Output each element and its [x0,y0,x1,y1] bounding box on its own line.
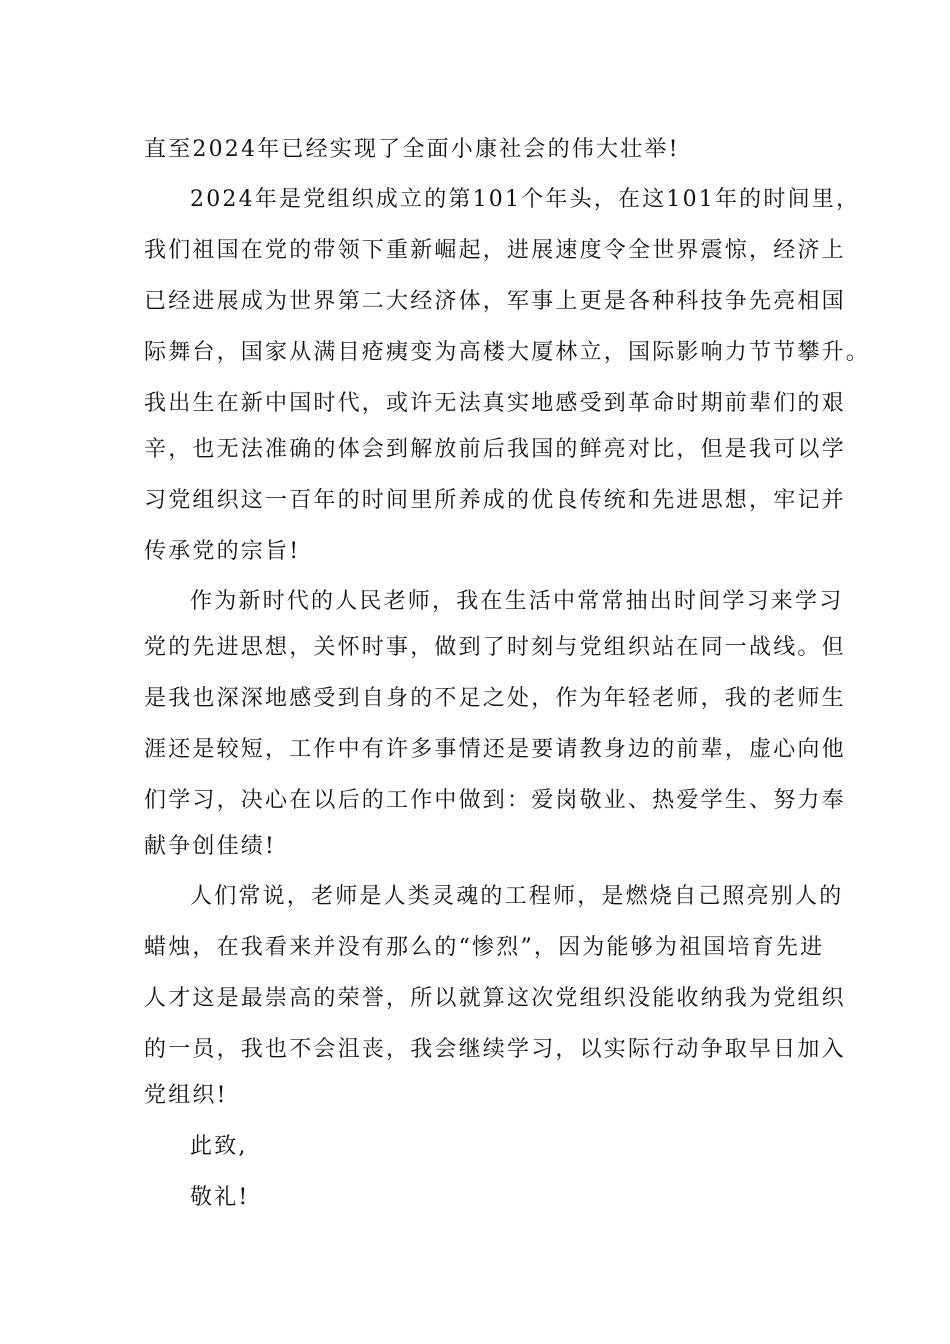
text-line: 直至2024年已经实现了全面小康社会的伟大壮举! [144,137,680,162]
text-line: 党的先进思想，关怀时事，做到了时刻与党组织站在同一战线。但 [144,635,846,660]
text-line: 献争创佳绩! [144,834,277,859]
paragraph-first-line: 2024年是党组织成立的第101个年头，在这101年的时间里， [190,187,861,212]
text-line: 已经进展成为世界第二大经济体，军事上更是各种科技争先亮相国 [144,289,846,314]
text-line: 我出生在新中国时代，或许无法真实地感受到革命时期前辈们的艰 [144,391,846,416]
paragraph-first-line: 作为新时代的人民老师，我在生活中常常抽出时间学习来学习 [190,589,844,614]
text-line: 是我也深深地感受到自身的不足之处，作为年轻老师，我的老师生 [144,686,846,711]
text-line: 党组织! [144,1083,228,1108]
text-line: 传承党的宗旨! [144,539,301,564]
text-line: 际舞台，国家从满目疮痍变为高楼大厦林立，国际影响力节节攀升。 [144,340,871,365]
text-line: 蜡烛，在我看来并没有那么的“惨烈”，因为能够为祖国培育先进 [144,935,825,960]
text-line: 人才这是最崇高的荣誉，所以就算这次党组织没能收纳我为党组织 [144,986,846,1011]
closing-regards: 敬礼! [190,1185,250,1210]
text-line: 习党组织这一百年的时间里所养成的优良传统和先进思想，牢记并 [144,488,846,513]
closing-salutation: 此致, [190,1134,248,1159]
text-line: 辛，也无法准确的体会到解放前后我国的鲜亮对比，但是我可以学 [144,437,846,462]
text-line: 们学习，决心在以后的工作中做到：爱岗敬业、热爱学生、努力奉 [144,788,846,813]
text-line: 涯还是较短，工作中有许多事情还是要请教身边的前辈，虚心向他 [144,737,846,762]
paragraph-first-line: 人们常说，老师是人类灵魂的工程师，是燃烧自己照亮别人的 [190,884,844,909]
text-line: 的一员，我也不会沮丧，我会继续学习，以实际行动争取早日加入 [144,1037,846,1062]
text-line: 我们祖国在党的带领下重新崛起，进展速度令全世界震惊，经济上 [144,238,846,263]
